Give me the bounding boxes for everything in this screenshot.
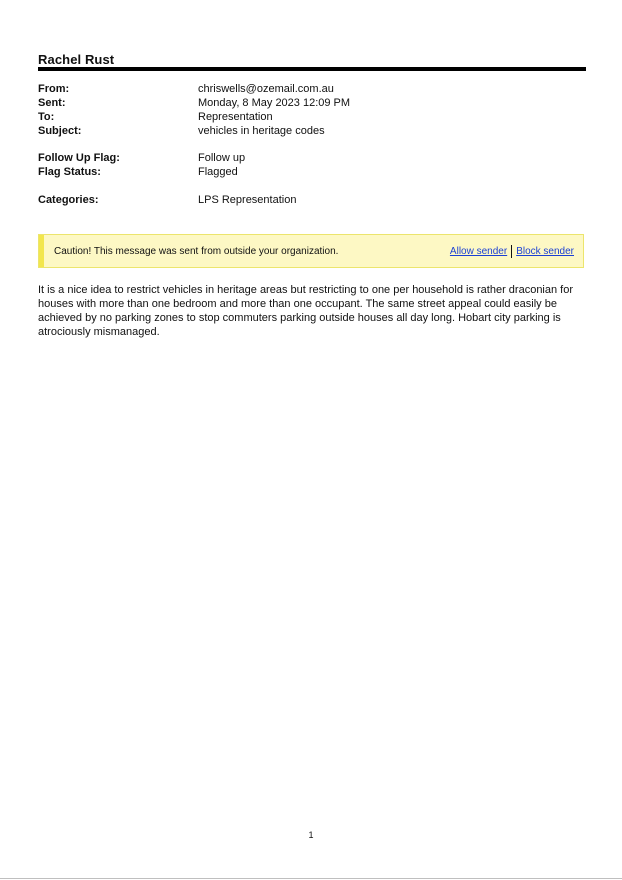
sender-actions	[450, 245, 574, 258]
category-info	[38, 193, 586, 207]
categories-value: LPS Representation	[198, 194, 297, 206]
follow-up-flag-value: Follow up	[198, 152, 246, 164]
sent-value: Monday, 8 May 2023 12:09 PM	[198, 97, 351, 109]
categories-row	[38, 193, 586, 207]
email-body: It is a nice idea to restrict vehicles in heritage areas but restricting to one per household is rather draconian for houses with more than one bedroom and more than one occupant. The same street appeal could easily be achieved by no parking zones to stop commuters parking outside houses all day long. Hobart city parking is atrociously mismanaged.	[38, 284, 574, 338]
to-label: To:	[38, 111, 55, 123]
follow-up-flag-label: Follow Up Flag:	[38, 152, 120, 164]
sent-label: Sent:	[38, 97, 66, 109]
page-bottom-edge	[0, 878, 622, 879]
subject-value: vehicles in heritage codes	[198, 125, 325, 137]
from-value: chriswells@ozemail.com.au	[198, 83, 334, 95]
block-sender-link[interactable]: Block sender	[516, 246, 574, 257]
categories-label: Categories:	[38, 194, 99, 206]
external-sender-warning-banner	[38, 234, 584, 268]
warning-accent-bar	[39, 235, 44, 267]
to-row	[38, 110, 586, 124]
sent-row	[38, 96, 586, 110]
flag-status-row	[38, 165, 586, 179]
caution-message: Caution! This message was sent from outside your organization.	[54, 246, 339, 257]
subject-label: Subject:	[38, 125, 82, 137]
flag-status-label: Flag Status:	[38, 166, 101, 178]
link-separator	[511, 245, 512, 258]
follow-up-flag-row	[38, 151, 586, 165]
subject-row	[38, 124, 586, 138]
email-headers	[38, 82, 586, 138]
flag-status-value: Flagged	[198, 166, 238, 178]
allow-sender-link[interactable]: Allow sender	[449, 246, 508, 257]
from-row	[38, 82, 586, 96]
sender-name: Rachel Rust	[38, 52, 115, 67]
header-divider	[38, 67, 586, 71]
page-number: 1	[308, 830, 314, 840]
to-value: Representation	[198, 111, 273, 123]
flag-info	[38, 151, 586, 179]
from-label: From:	[38, 83, 70, 95]
